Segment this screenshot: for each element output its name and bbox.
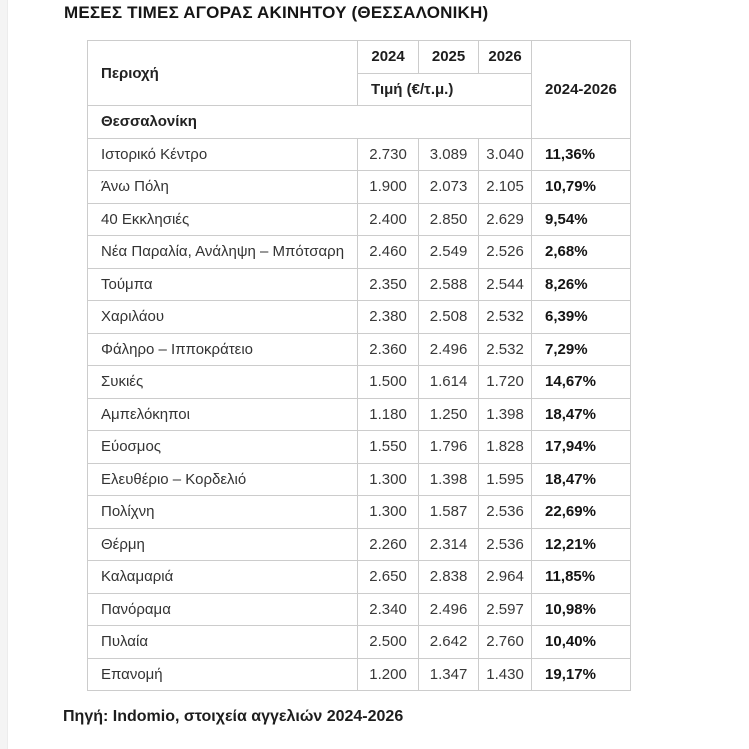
price-2026-cell: 2.597	[479, 593, 532, 626]
region-column-header: Περιοχή	[88, 41, 358, 106]
price-2025-cell: 3.089	[419, 138, 479, 171]
change-column-header: 2024-2026	[532, 41, 631, 139]
table-row	[88, 658, 631, 691]
price-unit-header: Τιμή (€/τ.μ.)	[358, 73, 532, 106]
price-2026-cell: 2.760	[479, 626, 532, 659]
change-cell: 9,54%	[532, 203, 631, 236]
price-table	[87, 40, 631, 691]
price-2025-cell: 1.250	[419, 398, 479, 431]
table-row	[88, 333, 631, 366]
area-cell: Εύοσμος	[88, 431, 358, 464]
price-2026-cell: 2.629	[479, 203, 532, 236]
table-row	[88, 593, 631, 626]
price-2026-cell: 2.532	[479, 333, 532, 366]
change-cell: 10,40%	[532, 626, 631, 659]
change-cell: 14,67%	[532, 366, 631, 399]
price-2024-cell: 2.460	[358, 236, 419, 269]
change-cell: 10,98%	[532, 593, 631, 626]
source-note: Πηγή: Indomio, στοιχεία αγγελιών 2024-2026	[63, 708, 404, 725]
price-2025-cell: 2.838	[419, 561, 479, 594]
change-cell: 8,26%	[532, 268, 631, 301]
area-cell: 40 Εκκλησιές	[88, 203, 358, 236]
table-row	[88, 561, 631, 594]
price-2026-cell: 2.536	[479, 528, 532, 561]
price-2024-cell: 2.340	[358, 593, 419, 626]
price-2025-cell: 2.496	[419, 593, 479, 626]
price-2025-cell: 2.850	[419, 203, 479, 236]
group-header-cell: Θεσσαλονίκη	[88, 106, 532, 139]
price-2024-cell: 2.400	[358, 203, 419, 236]
price-2024-cell: 1.900	[358, 171, 419, 204]
price-2024-cell: 1.300	[358, 463, 419, 496]
price-2025-cell: 2.549	[419, 236, 479, 269]
price-2026-cell: 1.430	[479, 658, 532, 691]
price-2024-cell: 1.550	[358, 431, 419, 464]
price-2024-cell: 2.380	[358, 301, 419, 334]
price-2026-cell: 2.105	[479, 171, 532, 204]
price-2025-cell: 2.496	[419, 333, 479, 366]
change-cell: 7,29%	[532, 333, 631, 366]
table-row	[88, 463, 631, 496]
table-row	[88, 171, 631, 204]
area-cell: Αμπελόκηποι	[88, 398, 358, 431]
change-cell: 10,79%	[532, 171, 631, 204]
price-2025-cell: 2.073	[419, 171, 479, 204]
area-cell: Φάληρο – Ιπποκράτειο	[88, 333, 358, 366]
price-2024-cell: 2.350	[358, 268, 419, 301]
price-2026-cell: 2.532	[479, 301, 532, 334]
price-table-container	[87, 40, 631, 691]
price-2024-cell: 2.730	[358, 138, 419, 171]
change-cell: 2,68%	[532, 236, 631, 269]
price-2024-cell: 2.360	[358, 333, 419, 366]
change-cell: 22,69%	[532, 496, 631, 529]
area-cell: Τούμπα	[88, 268, 358, 301]
table-row	[88, 626, 631, 659]
price-2026-cell: 1.828	[479, 431, 532, 464]
change-cell: 11,36%	[532, 138, 631, 171]
area-cell: Θέρμη	[88, 528, 358, 561]
area-cell: Καλαμαριά	[88, 561, 358, 594]
area-cell: Πυλαία	[88, 626, 358, 659]
year-2025-header: 2025	[419, 41, 479, 74]
change-cell: 12,21%	[532, 528, 631, 561]
change-cell: 18,47%	[532, 398, 631, 431]
year-2026-header: 2026	[479, 41, 532, 74]
area-cell: Άνω Πόλη	[88, 171, 358, 204]
price-2026-cell: 2.536	[479, 496, 532, 529]
price-2025-cell: 2.588	[419, 268, 479, 301]
change-cell: 11,85%	[532, 561, 631, 594]
price-2024-cell: 2.260	[358, 528, 419, 561]
table-row	[88, 268, 631, 301]
price-2026-cell: 1.720	[479, 366, 532, 399]
change-cell: 19,17%	[532, 658, 631, 691]
price-2026-cell: 2.544	[479, 268, 532, 301]
area-cell: Πολίχνη	[88, 496, 358, 529]
change-cell: 18,47%	[532, 463, 631, 496]
price-2026-cell: 2.526	[479, 236, 532, 269]
header-row-years	[88, 41, 631, 74]
price-2025-cell: 1.398	[419, 463, 479, 496]
change-cell: 17,94%	[532, 431, 631, 464]
year-2024-header: 2024	[358, 41, 419, 74]
price-2025-cell: 1.614	[419, 366, 479, 399]
table-body	[88, 41, 631, 691]
price-2026-cell: 2.964	[479, 561, 532, 594]
price-2025-cell: 1.587	[419, 496, 479, 529]
table-row	[88, 366, 631, 399]
price-2025-cell: 2.508	[419, 301, 479, 334]
price-2024-cell: 2.500	[358, 626, 419, 659]
price-2026-cell: 1.398	[479, 398, 532, 431]
area-cell: Ιστορικό Κέντρο	[88, 138, 358, 171]
price-2025-cell: 1.796	[419, 431, 479, 464]
page-title: ΜΕΣΕΣ ΤΙΜΕΣ ΑΓΟΡΑΣ ΑΚΙΝΗΤΟΥ (ΘΕΣΣΑΛΟΝΙΚΗ)	[64, 3, 489, 22]
area-cell: Χαριλάου	[88, 301, 358, 334]
table-row	[88, 496, 631, 529]
table-row	[88, 301, 631, 334]
price-2024-cell: 1.300	[358, 496, 419, 529]
change-cell: 6,39%	[532, 301, 631, 334]
price-2025-cell: 2.642	[419, 626, 479, 659]
price-2025-cell: 1.347	[419, 658, 479, 691]
area-cell: Πανόραμα	[88, 593, 358, 626]
area-cell: Ελευθέριο – Κορδελιό	[88, 463, 358, 496]
page-edge-strip	[0, 0, 8, 749]
price-2026-cell: 1.595	[479, 463, 532, 496]
price-2024-cell: 1.180	[358, 398, 419, 431]
price-2026-cell: 3.040	[479, 138, 532, 171]
table-row	[88, 528, 631, 561]
price-2024-cell: 2.650	[358, 561, 419, 594]
area-cell: Νέα Παραλία, Ανάληψη – Μπότσαρη	[88, 236, 358, 269]
price-2024-cell: 1.500	[358, 366, 419, 399]
table-row	[88, 138, 631, 171]
price-2025-cell: 2.314	[419, 528, 479, 561]
table-row	[88, 203, 631, 236]
table-row	[88, 398, 631, 431]
area-cell: Συκιές	[88, 366, 358, 399]
area-cell: Επανομή	[88, 658, 358, 691]
price-2024-cell: 1.200	[358, 658, 419, 691]
table-row	[88, 236, 631, 269]
table-row	[88, 431, 631, 464]
